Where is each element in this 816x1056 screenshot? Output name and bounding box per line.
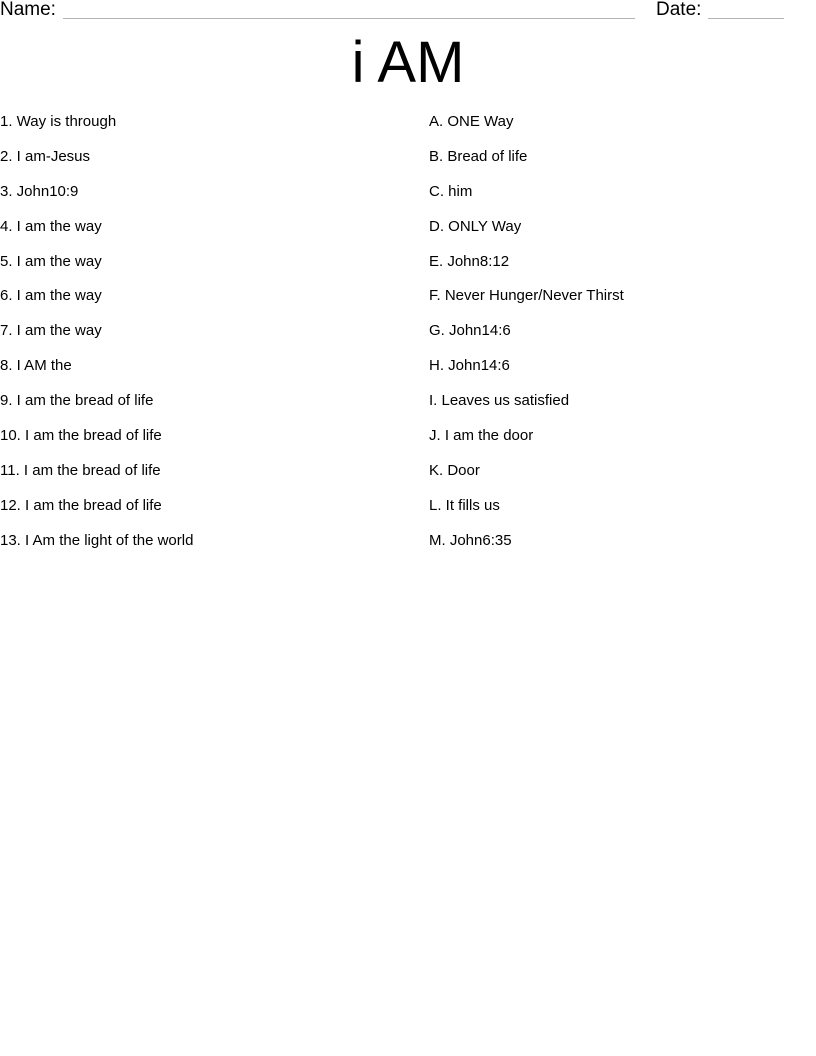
clue-item: 7. I am the way xyxy=(0,322,102,340)
answer-item: D. ONLY Way xyxy=(429,217,522,235)
clue-item: 3. John10:9 xyxy=(0,182,79,200)
clue-item: 4. I am the way xyxy=(0,217,102,235)
name-field[interactable] xyxy=(63,18,635,19)
answer-item: C. him xyxy=(429,182,473,200)
answer-item: A. ONE Way xyxy=(429,113,514,130)
answer-item: M. John6:35 xyxy=(429,531,512,549)
answer-item: I. Leaves us satisfied xyxy=(429,392,570,410)
clue-item: 12. I am the bread of life xyxy=(0,496,162,514)
answer-item: E. John8:12 xyxy=(429,252,510,270)
clue-item: 13. I Am the light of the world xyxy=(0,531,194,549)
worksheet-title: i AM xyxy=(351,30,465,95)
clue-item: 8. I AM the xyxy=(0,357,72,375)
clue-item: 6. I am the way xyxy=(0,287,102,305)
clue-item: 1. Way is through xyxy=(0,113,117,130)
name-label: Name: xyxy=(0,0,56,20)
clue-item: 2. I am-Jesus xyxy=(0,147,91,165)
clue-item: 11. I am the bread of life xyxy=(0,461,161,479)
answer-item: H. John14:6 xyxy=(429,357,510,375)
answer-item: K. Door xyxy=(429,461,480,479)
answer-list xyxy=(429,112,809,566)
date-field[interactable] xyxy=(708,18,784,19)
clue-list xyxy=(0,112,400,566)
answer-item: J. I am the door xyxy=(429,427,534,445)
clue-item: 10. I am the bread of life xyxy=(0,427,162,445)
date-label: Date: xyxy=(656,0,702,20)
answer-item: F. Never Hunger/Never Thirst xyxy=(429,287,624,305)
clue-item: 5. I am the way xyxy=(0,252,102,270)
answer-item: L. It fills us xyxy=(429,496,500,514)
clue-item: 9. I am the bread of life xyxy=(0,392,154,410)
answer-item: B. Bread of life xyxy=(429,147,528,165)
answer-item: G. John14:6 xyxy=(429,322,511,340)
worksheet-header xyxy=(0,0,816,24)
